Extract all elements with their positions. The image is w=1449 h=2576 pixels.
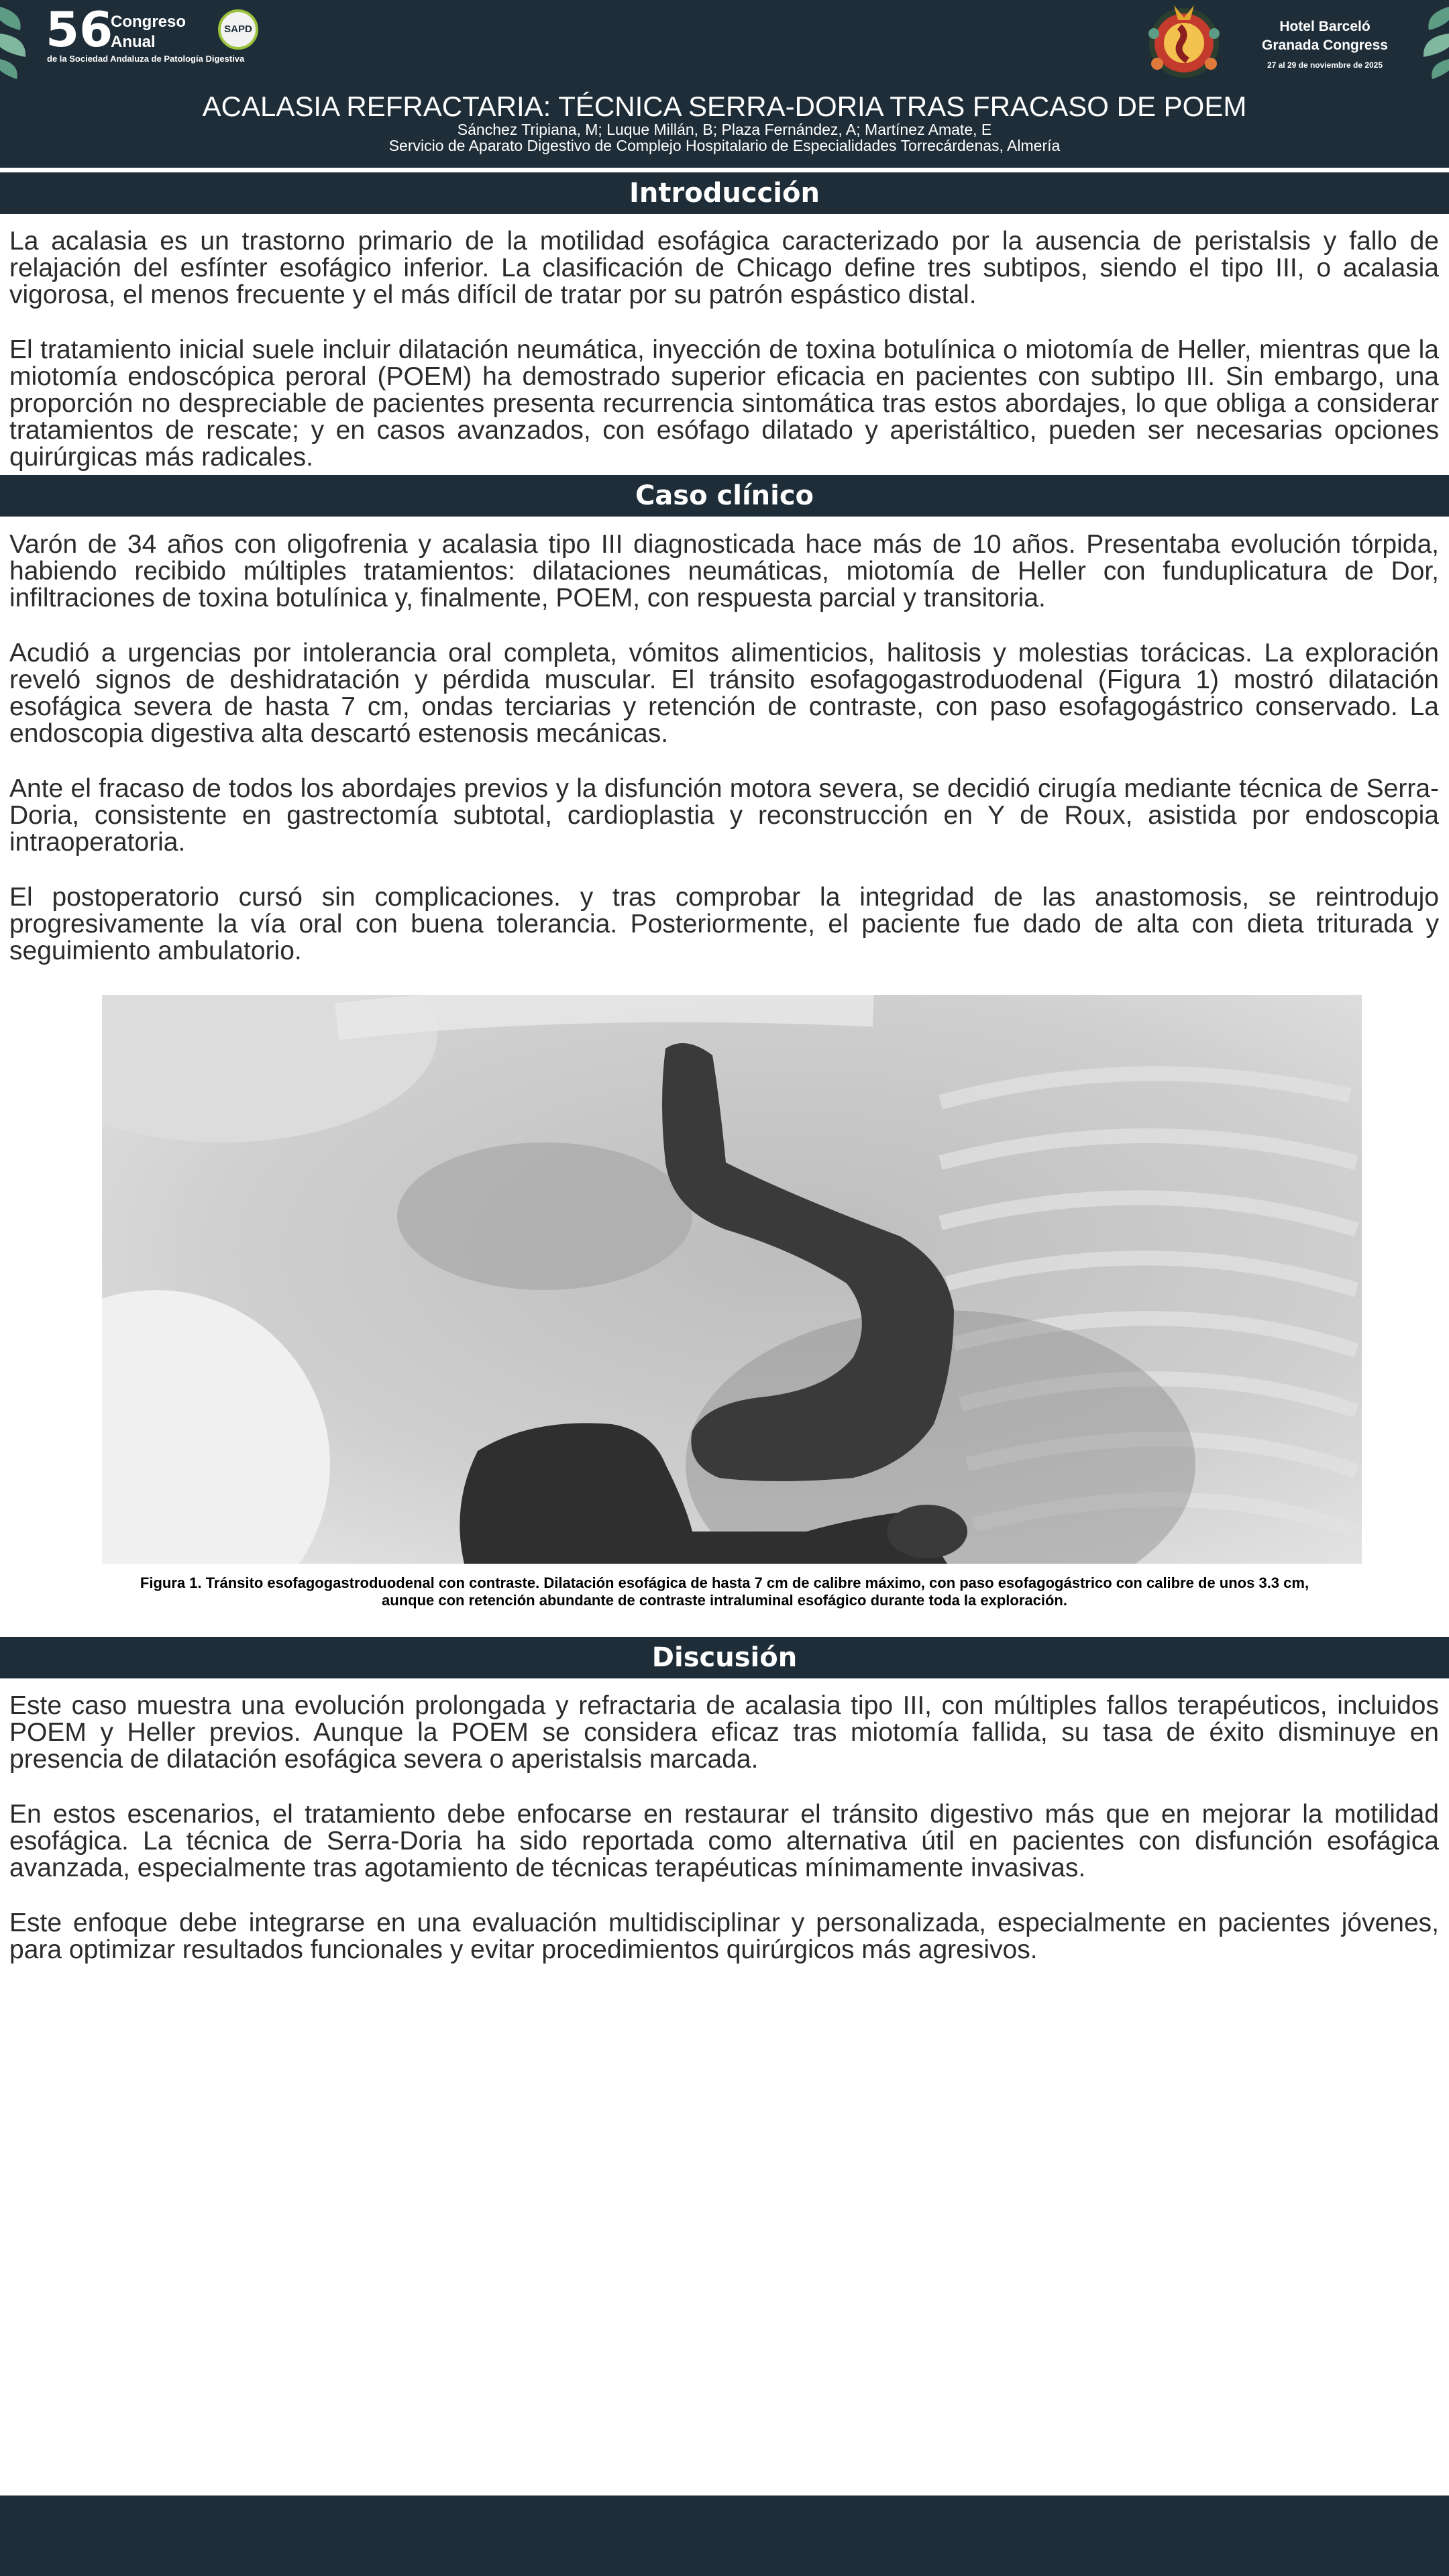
case-paragraph: El postoperatorio cursó sin complicaciones. y tras comprobar la integridad de las anastomosis, se reintrodujo progresivamente la vía oral con buena tolerancia. Posteriormente, el paciente fue dado de alta con dieta triturada y seguimiento ambulatorio. — [9, 883, 1439, 965]
section-heading-case: Caso clínico — [0, 475, 1449, 517]
event-dates: 27 al 29 de noviembre de 2025 — [1267, 60, 1383, 70]
granada-emblem-icon — [1140, 0, 1228, 84]
case-paragraph: Varón de 34 años con oligofrenia y acalasia tipo III diagnosticada hace más de 10 años. Presentaba evolución tórpida, habiendo recibido múltiples tratamientos: dilataciones neumáticas, miotomía de Heller con funduplicatura de Dor, infiltraciones de toxina botulínica y, finalmente, POEM, con respuesta parcial y transitoria. — [9, 530, 1439, 612]
venue-info — [1241, 17, 1409, 75]
intro-body — [9, 228, 1439, 499]
figure-1-xray — [102, 995, 1362, 1564]
leaf-decoration-icon — [1409, 0, 1449, 80]
section-heading-intro: Introducción — [0, 172, 1449, 214]
case-paragraph: Acudió a urgencias por intolerancia oral completa, vómitos alimenticios, halitosis y molestias torácicas. La exploración reveló signos de deshidratación y pérdida muscular. El tránsito esofagogastroduodenal (Figura 1) mostró dilatación esofágica severa de hasta 7 cm, ondas terciarias y retención de contraste, con paso esofagogástrico conservado. La endoscopia digestiva alta descartó estenosis mecánicas. — [9, 639, 1439, 748]
case-paragraph: Ante el fracaso de todos los abordajes previos y la disfunción motora severa, se decidió cirugía mediante técnica de Serra-Doria, consistente en gastrectomía subtotal, cardioplastia y reconstrucción en Y de Roux, asistida por endoscopia intraoperatoria. — [9, 774, 1439, 857]
discussion-paragraph: En estos escenarios, el tratamiento debe enfocarse en restaurar el tránsito digestivo más que en mejorar la motilidad esofágica. La técnica de Serra-Doria ha sido reportada como alternativa útil en pacientes con disfunción esofágica avanzada, especialmente tras agotamiento de técnicas terapéuticas mínimamente invasivas. — [9, 1800, 1439, 1882]
congress-line-1: Congreso — [111, 13, 186, 31]
discussion-paragraph: Este enfoque debe integrarse en una evaluación multidisciplinar y personalizada, especialmente en pacientes jóvenes, para optimizar resultados funcionales y evitar procedimientos quirúrgicos más agresivos. — [9, 1909, 1439, 1964]
poster-affiliation: Servicio de Aparato Digestivo de Complejo Hospitalario de Especialidades Torrecárdenas, Almería — [388, 137, 1061, 154]
venue-hotel: Hotel Barceló — [1279, 19, 1371, 34]
section-heading-discussion: Discusión — [0, 1637, 1449, 1678]
case-body — [9, 531, 1439, 993]
intro-paragraph: La acalasia es un trastorno primario de la motilidad esofágica caracterizado por la ausencia de peristalsis y fallo de relajación del esfínter esofágico inferior. La clasificación de Chicago define tres subtipos, siendo el tipo III, o acalasia vigorosa, el menos frecuente y el más difícil de tratar por su patrón espástico distal. — [9, 227, 1439, 309]
sapd-logo: SAPD — [218, 9, 258, 50]
discussion-paragraph: Este caso muestra una evolución prolongada y refractaria de acalasia tipo III, con múltiples fallos terapéuticos, incluidos POEM y Heller previos. Aunque la POEM se considera eficaz tras miotomía fallida, su tasa de éxito disminuye en presencia de dilatación esofágica severa o aperistalsis marcada. — [9, 1691, 1439, 1774]
poster-title: ACALASIA REFRACTARIA: TÉCNICA SERRA-DORIA TRAS FRACASO DE POEM — [202, 91, 1247, 122]
congress-number: 56 — [46, 1, 113, 58]
leaf-decoration-icon — [0, 0, 40, 80]
poster-header — [0, 0, 1449, 168]
congress-label — [111, 12, 186, 52]
poster-footer — [0, 2496, 1449, 2576]
figure-1-caption: Figura 1. Tránsito esofagogastroduodenal con contraste. Dilatación esofágica de hasta 7 cm de calibre máximo, con paso esofagogástrico con calibre de unos 3.3 cm, aunque con retención abundante de contraste intraluminal esofágico durante toda la exploración. — [140, 1574, 1309, 1609]
intro-paragraph: El tratamiento inicial suele incluir dilatación neumática, inyección de toxina botulínica o miotomía de Heller, mientras que la miotomía endoscópica peroral (POEM) ha demostrado superior eficacia en pacientes con subtipo III. Sin embargo, una proporción no despreciable de pacientes presenta recurrencia sintomática tras estos abordajes, lo que obliga a considerar tratamientos de rescate; y en casos avanzados, con esófago dilatado y aperistáltico, pueden ser necesarias opciones quirúrgicas más radicales. — [9, 335, 1439, 472]
society-name: de la Sociedad Andaluza de Patología Digestiva — [47, 54, 245, 64]
venue-center: Granada Congress — [1262, 38, 1388, 53]
congress-line-2: Anual — [111, 33, 156, 51]
poster-authors: Sánchez Tripiana, M; Luque Millán, B; Plaza Fernández, A; Martínez Amate, E — [457, 121, 992, 138]
discussion-body — [9, 1693, 1439, 1992]
